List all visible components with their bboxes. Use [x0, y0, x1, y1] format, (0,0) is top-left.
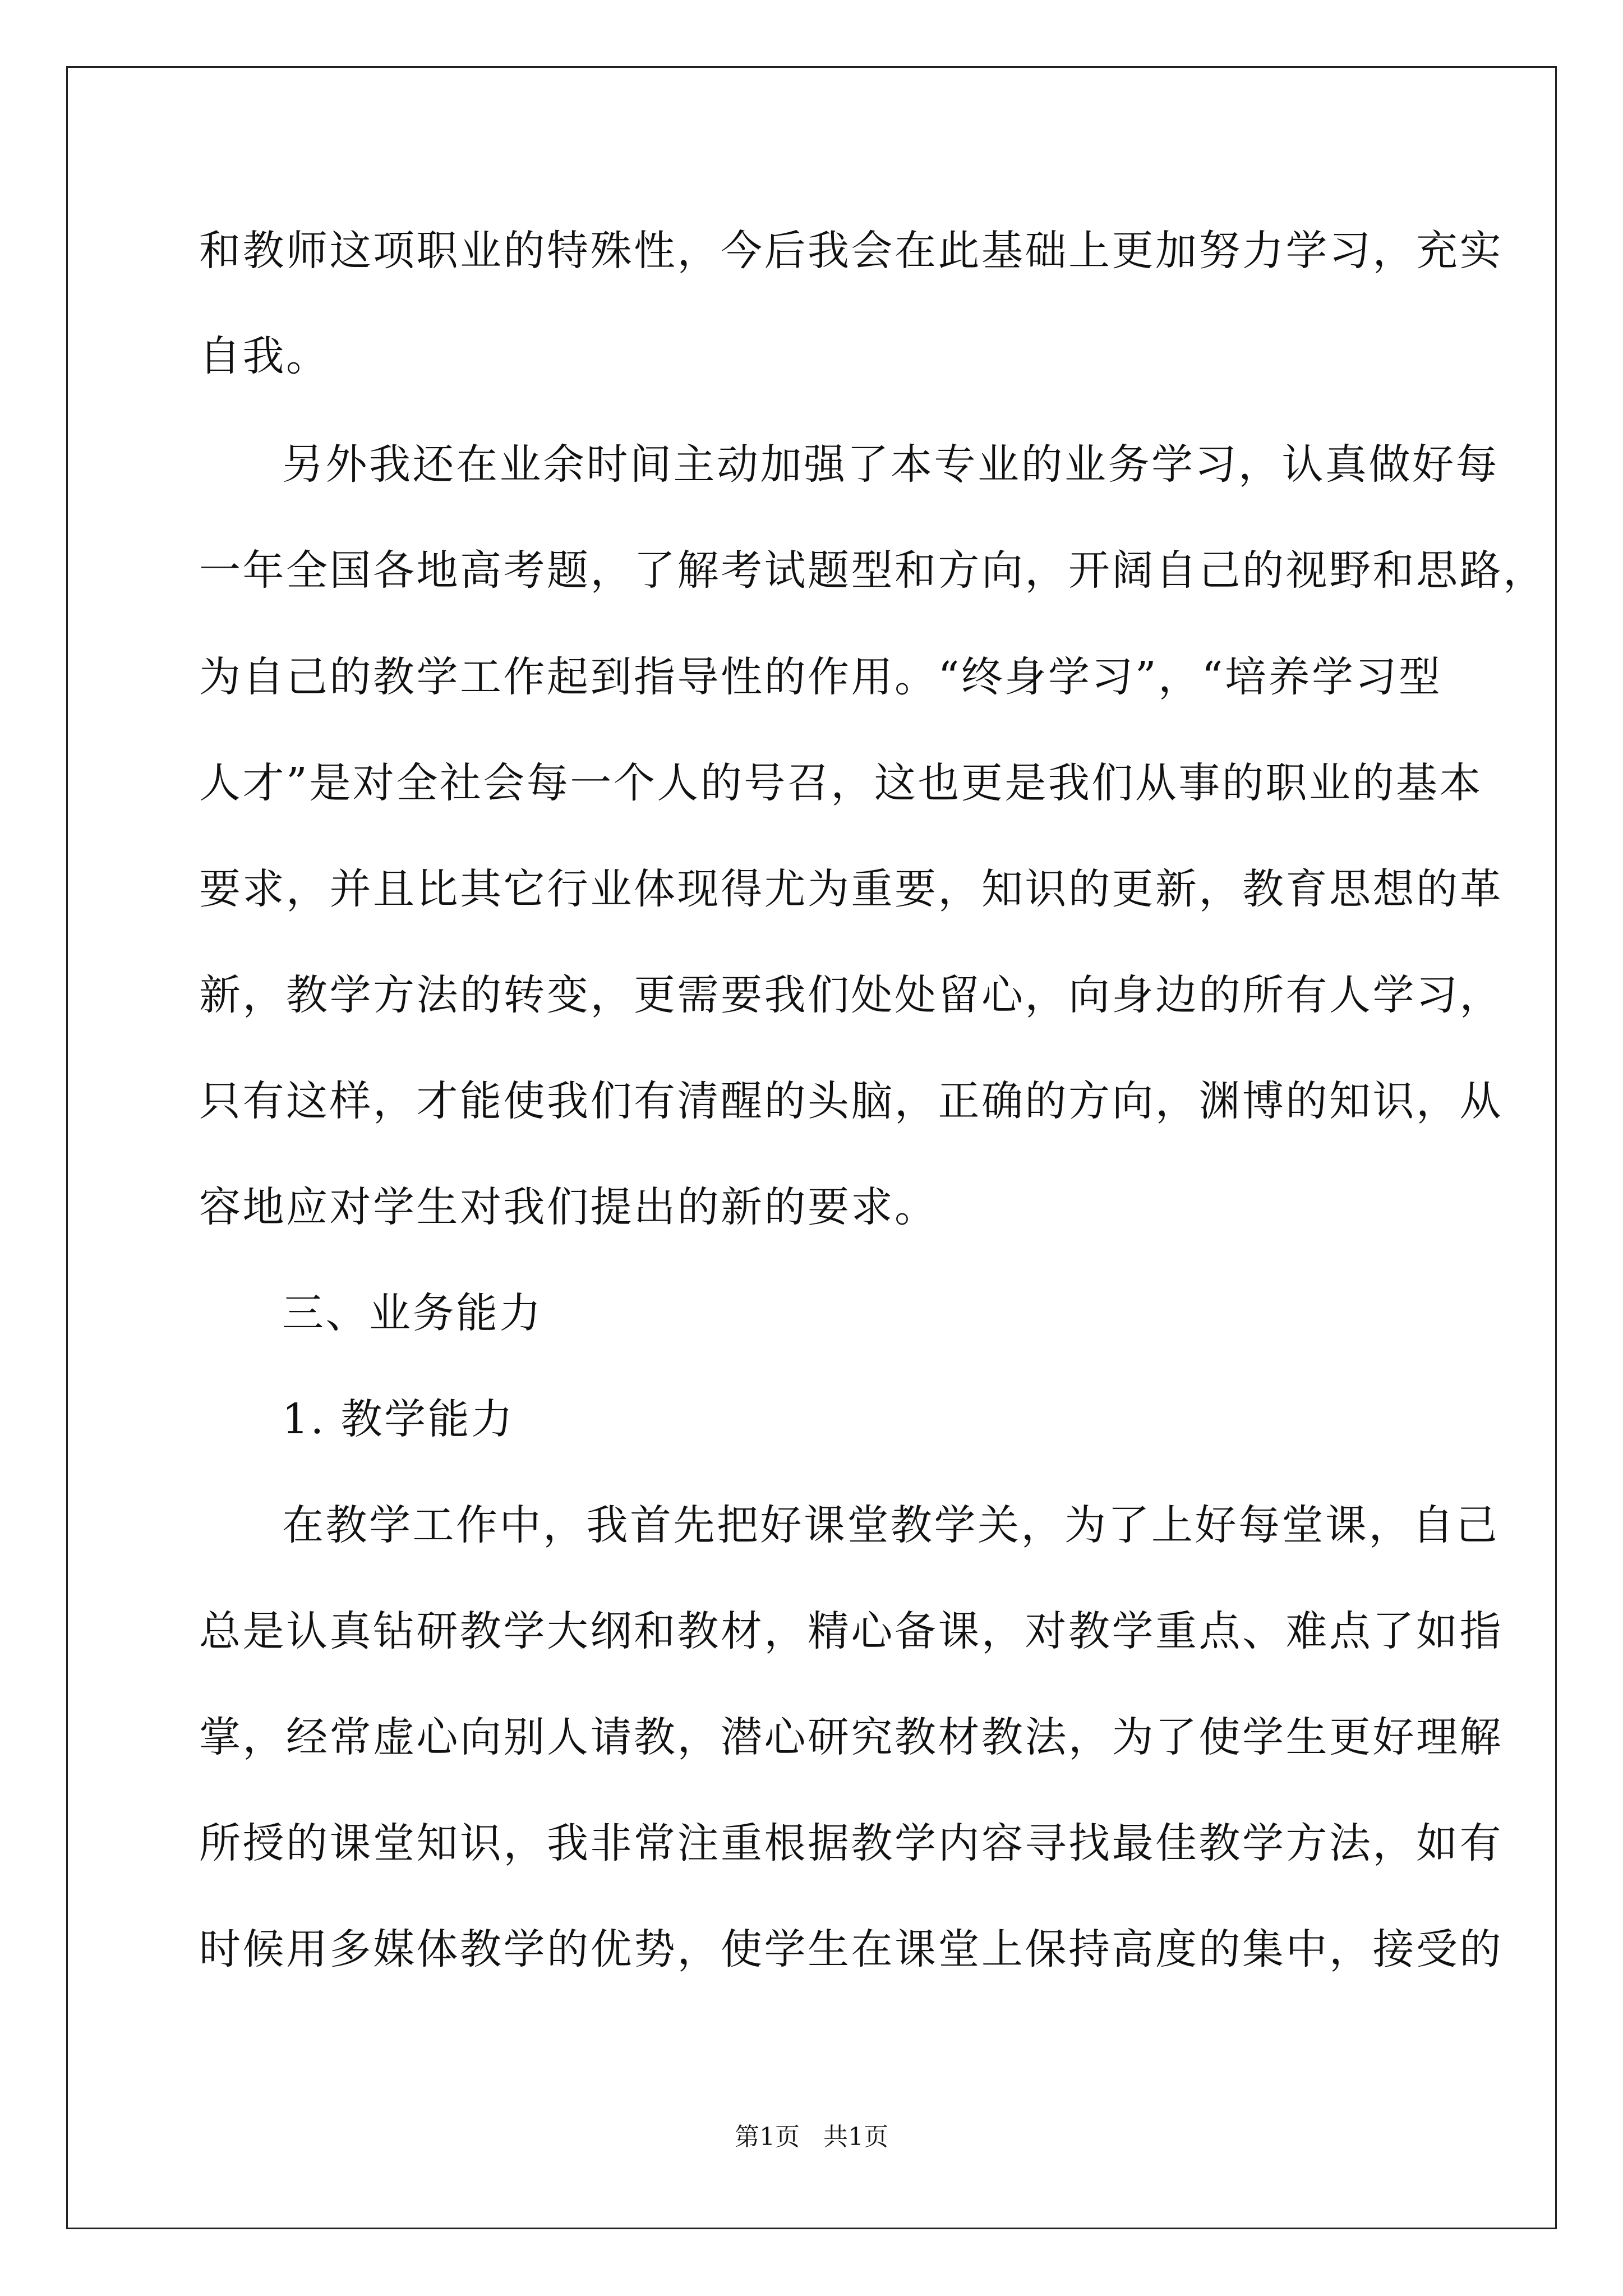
- section-heading: 三、业务能力: [282, 1289, 543, 1337]
- text-line: 为自己的教学工作起到指导性的作用。“终身学习”，“培养学习型: [199, 653, 1442, 701]
- text-line: 所授的课堂知识，我非常注重根据教学内容寻找最佳教学方法，如有: [199, 1819, 1503, 1867]
- text-line: 自我。: [199, 332, 330, 380]
- text-line: 另外我还在业余时间主动加强了本专业的业务学习，认真做好每: [282, 440, 1499, 489]
- text-line: 和教师这项职业的特殊性，今后我会在此基础上更加努力学习，充实: [199, 227, 1503, 275]
- subsection-heading: 1. 教学能力: [282, 1395, 515, 1443]
- text-line: 掌，经常虚心向别人请教，潜心研究教材教法，为了使学生更好理解: [199, 1713, 1503, 1761]
- text-line: 时候用多媒体教学的优势，使学生在课堂上保持高度的集中，接受的: [199, 1925, 1503, 1973]
- text-line: 要求，并且比其它行业体现得尤为重要，知识的更新，教育思想的革: [199, 865, 1503, 913]
- page-footer: 第1页 共1页: [735, 2123, 888, 2151]
- text-line: 总是认真钻研教学大纲和教材，精心备课，对教学重点、难点了如指: [199, 1607, 1503, 1655]
- text-line: 一年全国各地高考题，了解考试题型和方向，开阔自己的视野和思路，: [199, 546, 1547, 595]
- page-border: [66, 66, 1557, 2229]
- text-line: 在教学工作中，我首先把好课堂教学关，为了上好每堂课，自己: [282, 1501, 1499, 1549]
- text-line: 人才”是对全社会每一个人的号召，这也更是我们从事的职业的基本: [199, 759, 1483, 807]
- text-line: 只有这样，才能使我们有清醒的头脑，正确的方向，渊博的知识，从: [199, 1077, 1503, 1125]
- text-line: 新，教学方法的转变，更需要我们处处留心，向身边的所有人学习，: [199, 971, 1503, 1019]
- text-line: 容地应对学生对我们提出的新的要求。: [199, 1183, 938, 1231]
